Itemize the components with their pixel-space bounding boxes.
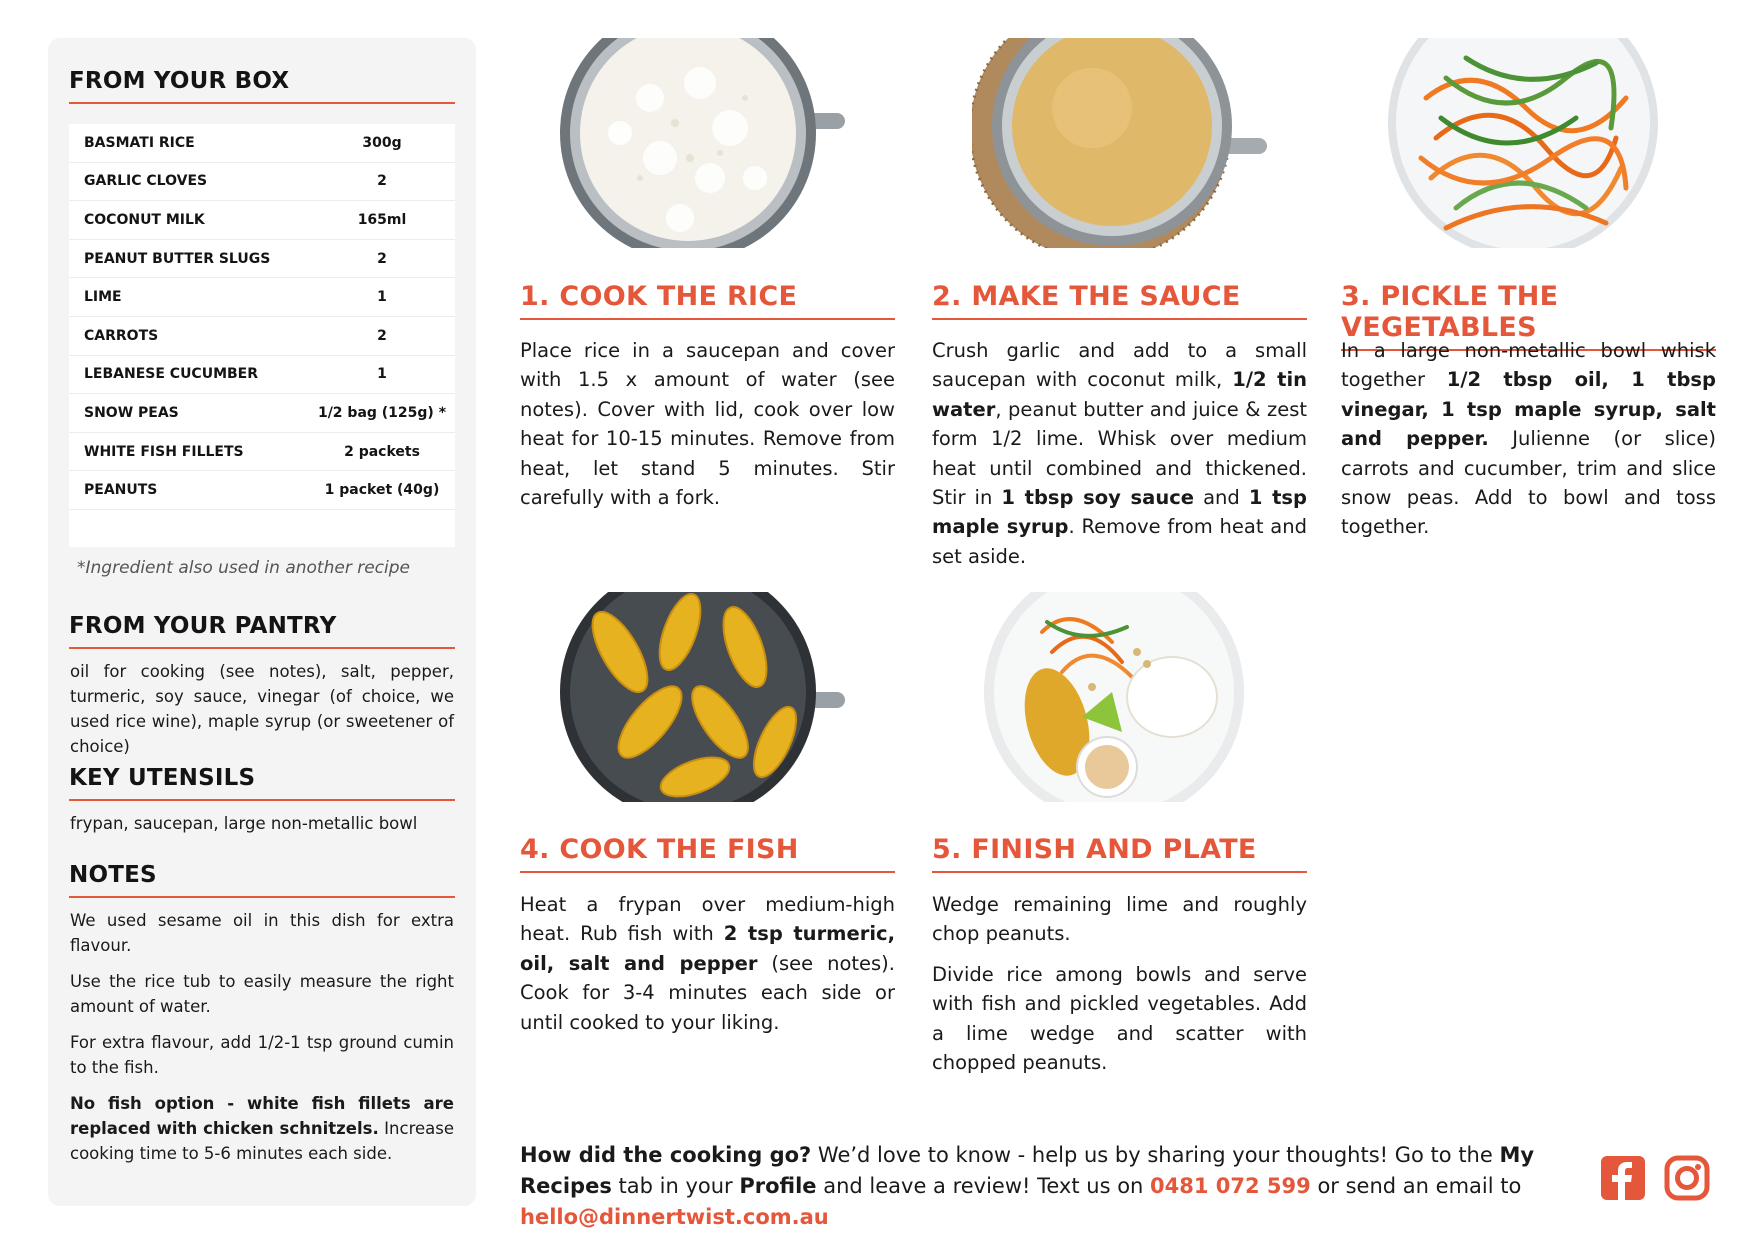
ingredient-name: CARROTS (84, 327, 159, 344)
step-1-title: 1. COOK THE RICE (520, 281, 895, 320)
step-4-text (520, 890, 895, 1037)
note-item: We used sesame oil in this dish for extra flavour. (70, 911, 454, 955)
footer-text: or send an email to (1310, 1174, 1522, 1198)
step-5-text (932, 890, 1307, 1077)
ingredient-qty: 2 (377, 327, 387, 344)
pantry-heading: FROM YOUR PANTRY (69, 613, 455, 649)
step-2-title: 2. MAKE THE SAUCE (932, 281, 1307, 320)
table-row (69, 356, 455, 395)
table-row (69, 317, 455, 356)
box-footnote: *Ingredient also used in another recipe (77, 558, 410, 578)
ingredient-qty: 1 (377, 366, 387, 383)
table-row (69, 471, 455, 510)
phone-link[interactable]: 0481 072 599 (1150, 1174, 1311, 1198)
ingredient-name: COCONUT MILK (84, 211, 205, 228)
step-4-text-part: (see notes). Cook for 3-4 minutes each side or until cooked to your liking. (520, 951, 895, 1034)
ingredient-qty: 1 (377, 289, 387, 306)
table-row (69, 163, 455, 202)
notes-heading: NOTES (69, 862, 455, 898)
ingredient-name: LIME (84, 289, 122, 306)
ingredient-name: LEBANESE CUCUMBER (84, 366, 259, 383)
step-4-text-part: Heat a frypan over medium-high heat. Rub fish with (520, 893, 895, 946)
ingredient-name: SNOW PEAS (84, 404, 179, 421)
step-2-image (972, 38, 1267, 248)
step-2-text-part: and (1194, 486, 1249, 510)
ingredient-qty: 2 packets (344, 443, 420, 460)
pantry-text: oil for cooking (see notes), salt, pepper, turmeric, soy sauce, vinegar (of choice, we used rice wine), maple syrup (or sweetener of choice) (70, 662, 454, 756)
step-5-paragraph: Divide rice among bowls and serve with fish and pickled vegetables. Add a lime wedge and scatter with chopped peanuts. (932, 962, 1307, 1075)
step-5-image (972, 592, 1257, 802)
facebook-icon[interactable] (1600, 1155, 1646, 1201)
step-2-text-part: , peanut butter and juice & zest form 1/2 lime. Whisk over medium heat until combined and thickened. Stir in (932, 397, 1307, 510)
footer-text: We’d love to know - help us by sharing your thoughts! Go to the (811, 1143, 1500, 1167)
ingredient-qty: 2 (377, 250, 387, 267)
footer-bold: Profile (739, 1174, 817, 1198)
ingredient-name: WHITE FISH FILLETS (84, 443, 244, 460)
feedback-footer (520, 1140, 1580, 1233)
email-link[interactable]: hello@dinnertwist.com.au (520, 1205, 829, 1229)
utensils-heading: KEY UTENSILS (69, 765, 455, 801)
box-ingredients-table (69, 124, 455, 547)
instagram-icon[interactable] (1664, 1155, 1710, 1201)
step-4-image (560, 592, 845, 802)
ingredient-qty: 165ml (357, 211, 407, 228)
step-2-text (932, 336, 1307, 571)
ingredient-name: BASMATI RICE (84, 134, 195, 151)
ingredient-name: PEANUTS (84, 482, 158, 499)
footer-text: tab in your (611, 1174, 740, 1198)
step-3-text (1341, 336, 1716, 542)
note-text: Increase cooking time to 5-6 minutes each side. (70, 1119, 454, 1163)
step-4-title: 4. COOK THE FISH (520, 834, 895, 873)
utensils-text: frypan, saucepan, large non-metallic bowl (70, 814, 418, 833)
table-row (69, 240, 455, 279)
ingredient-qty: 1 packet (40g) (324, 482, 440, 499)
ingredient-name: GARLIC CLOVES (84, 173, 208, 190)
table-row (69, 124, 455, 163)
step-2-bold: 1 tsp maple syrup (932, 486, 1307, 539)
table-row (69, 394, 455, 433)
step-3-bold: 1/2 tbsp oil, 1 tbsp vinegar, 1 tsp maple syrup, salt and pepper. (1341, 368, 1716, 451)
note-item: Use the rice tub to easily measure the right amount of water. (70, 972, 454, 1016)
ingredient-qty: 1/2 bag (125g) * (317, 404, 447, 421)
table-row (69, 278, 455, 317)
step-3-title: 3. PICKLE THE VEGETABLES (1341, 281, 1716, 351)
table-row (69, 201, 455, 240)
step-3-image (1386, 38, 1661, 248)
table-row (69, 433, 455, 472)
ingredient-qty: 300g (362, 134, 402, 151)
ingredient-qty: 2 (377, 173, 387, 190)
step-1-text: Place rice in a saucepan and cover with 1.5 x amount of water (see notes). Cover with lid, cook over low heat for 10-15 minutes. Remove from heat, let stand 5 minutes. Stir carefully with a fork. (520, 339, 895, 510)
step-3-text-part: In a large non-metallic bowl whisk together (1341, 339, 1716, 392)
step-4-bold: 2 tsp turmeric, oil, salt and pepper (520, 922, 895, 975)
step-5-paragraph: Wedge remaining lime and roughly chop peanuts. (932, 893, 1307, 946)
note-bold-text: No fish option - white fish fillets are replaced with chicken schnitzels. (70, 1094, 454, 1138)
step-1-image (560, 38, 845, 248)
step-2-bold: 1/2 tin water (932, 368, 1308, 421)
step-2-bold: 1 tbsp soy sauce (1001, 486, 1194, 510)
ingredient-name: PEANUT BUTTER SLUGS (84, 250, 271, 267)
box-heading: FROM YOUR BOX (69, 68, 455, 104)
note-item (70, 1091, 454, 1166)
notes-list (70, 908, 454, 1177)
step-2-text-part: Crush garlic and add to a small saucepan with coconut milk, (932, 339, 1307, 392)
step-3-text-part: Julienne (or slice) carrots and cucumber, trim and slice snow peas. Add to bowl and toss together. (1341, 427, 1716, 539)
note-item: For extra flavour, add 1/2-1 tsp ground cumin to the fish. (70, 1033, 454, 1077)
step-2-text-part: . Remove from heat and set aside. (932, 515, 1307, 568)
footer-text: and leave a review! Text us on (816, 1174, 1151, 1198)
ingredients-sidebar (48, 38, 476, 1206)
step-5-title: 5. FINISH AND PLATE (932, 834, 1307, 873)
footer-bold: My Recipes (520, 1143, 1535, 1198)
footer-bold: How did the cooking go? (520, 1143, 812, 1167)
